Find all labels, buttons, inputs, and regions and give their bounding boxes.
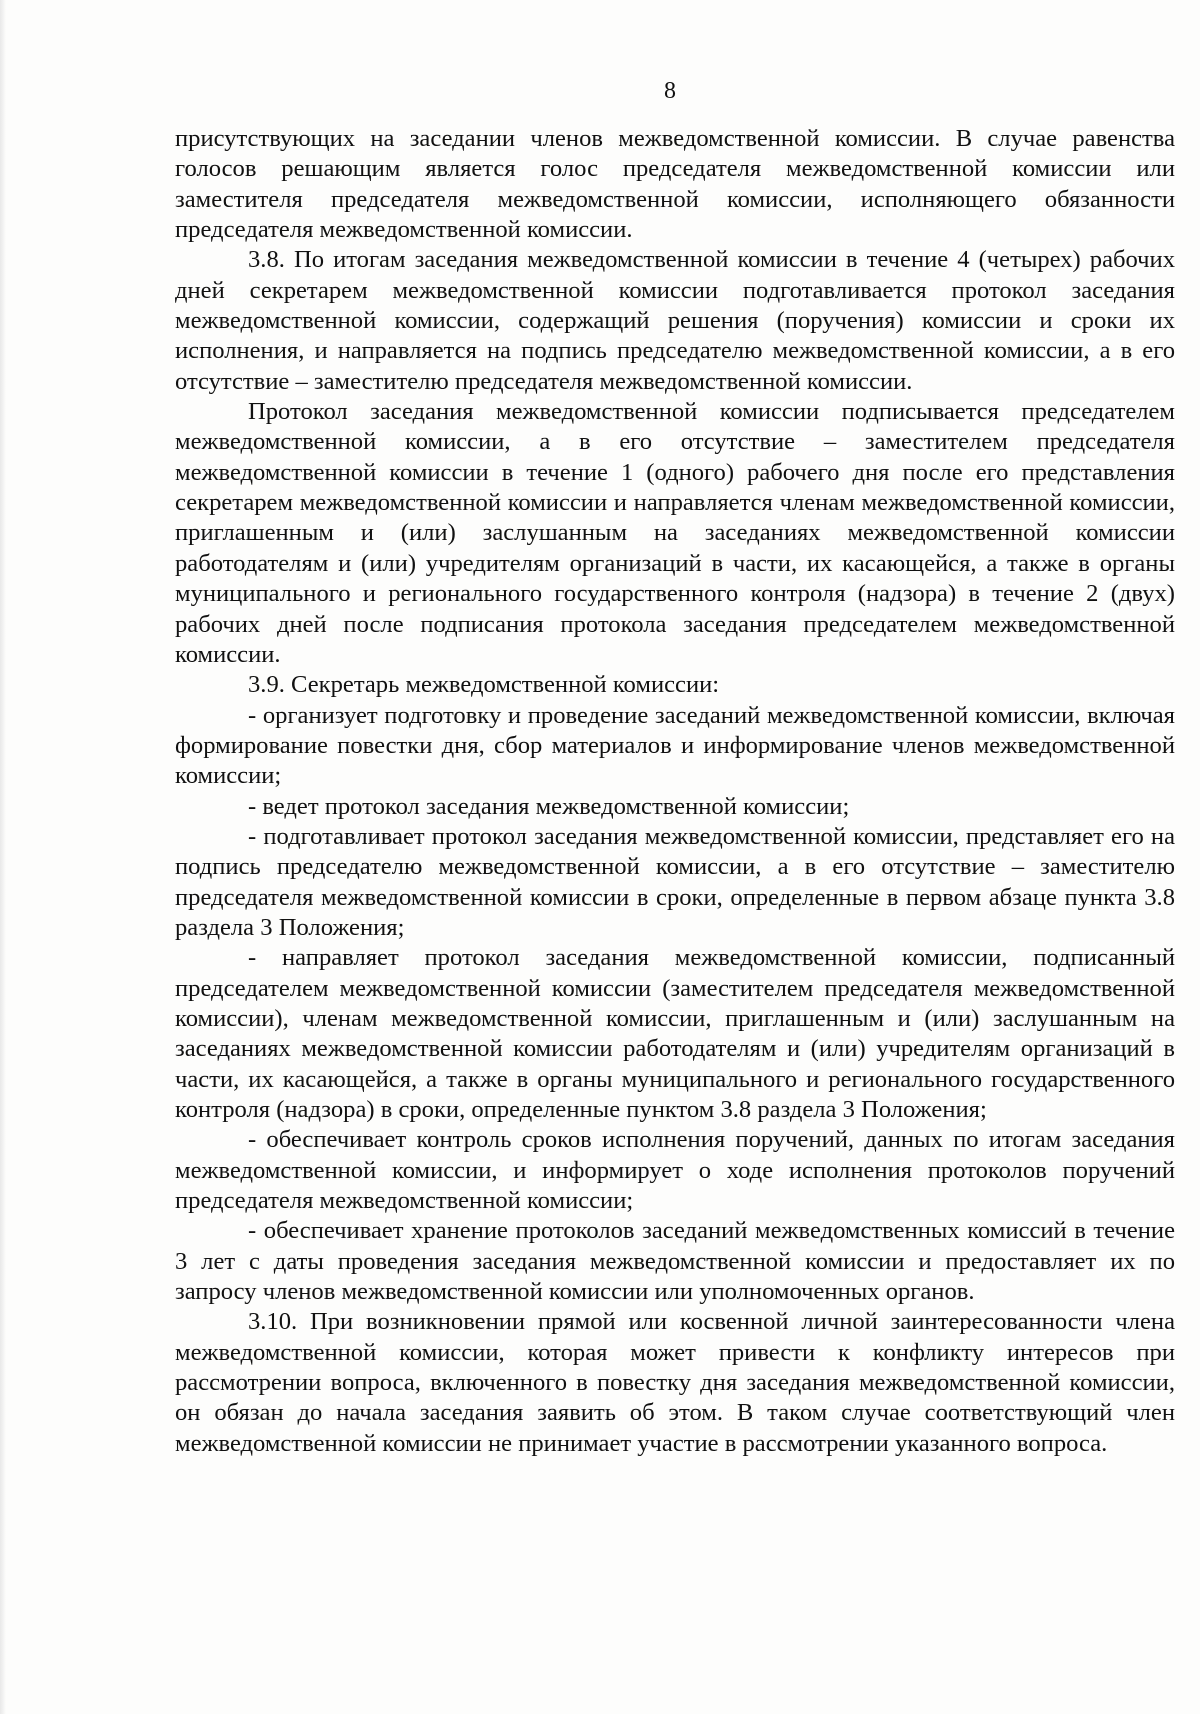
paragraph-3-8: 3.8. По итогам заседания межведомственной комиссии в течение 4 (четырех) рабочих дней секретарем межведомственной комиссии подготавливается протокол заседания межведомственной комиссии, содержащий решения (поручения) комиссии и сроки их исполнения, и направляется на подпись председателю межведомственной комиссии, а в его отсутствие – заместителю председателя межведомственной комиссии. [175,246,1175,395]
list-item-keeps-protocol: - ведет протокол заседания межведомственной комиссии; [248,792,850,820]
list-item-organizes: - организует подготовку и проведение заседаний межведомственной комиссии, включая формирование повестки дня, сбор материалов и информирование членов межведомственной комиссии; [175,701,1175,790]
list-item-prepares-protocol: - подготавливает протокол заседания межведомственной комиссии, представляет его на подпись председателю межведомственной комиссии, а в его отсутствие – заместителю председателя межведомственной комиссии в сроки, определенные в первом абзаце пункта 3.8 раздела 3 Положения; [175,822,1175,941]
paragraph-3-9-heading: 3.9. Секретарь межведомственной комиссии: [248,671,720,699]
page-number: 8 [664,78,676,104]
paragraph-continuation: присутствующих на заседании членов межведомственной комиссии. В случае равенства голосов решающим является голос председателя межведомственной комиссии или заместителя председателя межведомственной комиссии, исполняющего обязанности председателя межведомственной комиссии. [175,125,1175,244]
list-item-controls-deadlines: - обеспечивает контроль сроков исполнения поручений, данных по итогам заседания межведомственной комиссии, и информирует о ходе исполнения протоколов поручений председателя межведомственной комиссии; [175,1126,1175,1215]
document-body [175,124,1175,1459]
list-item-sends-protocol: - направляет протокол заседания межведомственной комиссии, подписанный председателем межведомственной комиссии (заместителем председателя межведомственной комиссии), членам межведомственной комиссии, приглашенным и (или) заслушанным на заседаниях межведомственной комиссии работодателям и (или) учредителям организаций в части, их касающейся, а также в органы муниципального и регионального государственного контроля (надзора) в сроки, определенные пунктом 3.8 раздела 3 Положения; [175,944,1175,1123]
scan-edge-shadow [0,0,6,1714]
paragraph-3-10: 3.10. При возникновении прямой или косвенной личной заинтересованности члена межведомственной комиссии, которая может привести к конфликту интересов при рассмотрении вопроса, включенного в повестку дня заседания межведомственной комиссии, он обязан до начала заседания заявить об этом. В таком случае соответствующий член межведомственной комиссии не принимает участие в рассмотрении указанного вопроса. [175,1308,1175,1457]
paragraph-protocol-signing: Протокол заседания межведомственной комиссии подписывается председателем межведомственной комиссии, а в его отсутствие – заместителем председателя межведомственной комиссии в течение 1 (одного) рабочего дня после его представления секретарем межведомственной комиссии и направляется членам межведомственной комиссии, приглашенным и (или) заслушанным на заседаниях межведомственной комиссии работодателям и (или) учредителям организаций в части, их касающейся, а также в органы муниципального и регионального государственного контроля (надзора) в течение 2 (двух) рабочих дней после подписания протокола заседания председателем межведомственной комиссии. [175,398,1175,668]
list-item-stores-protocols: - обеспечивает хранение протоколов заседаний межведомственных комиссий в течение 3 лет с даты проведения заседания межведомственной комиссии и предоставляет их по запросу членов межведомственной комиссии или уполномоченных органов. [175,1217,1175,1306]
